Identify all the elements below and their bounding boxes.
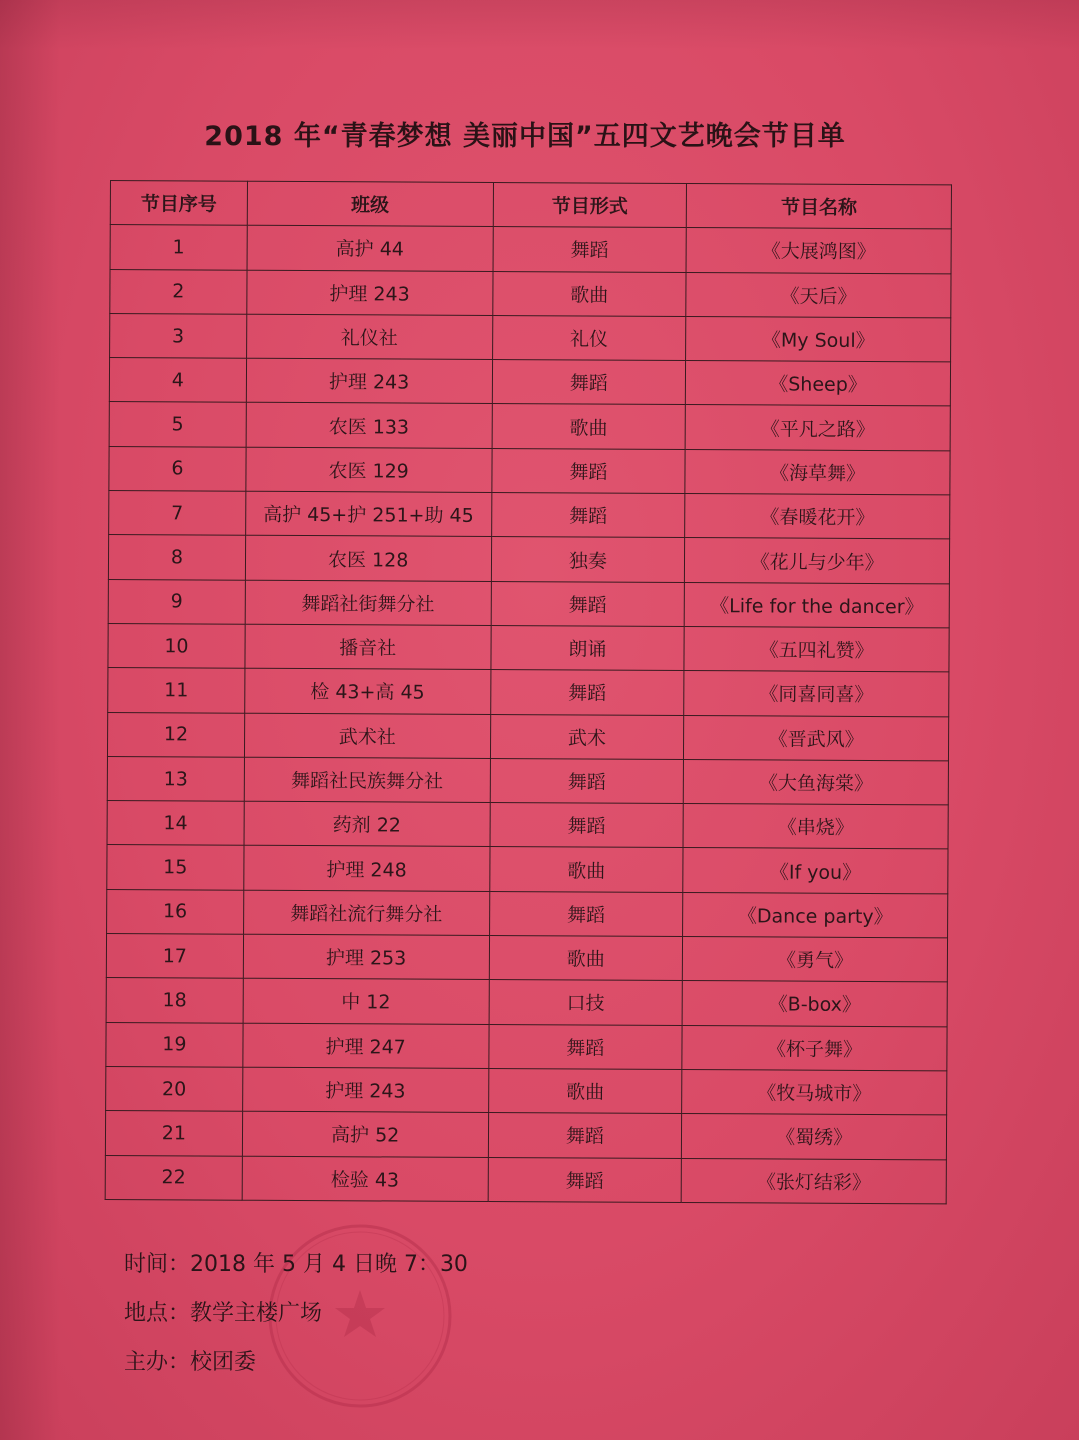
cell-program-type: 舞蹈 (490, 670, 684, 715)
cell-program-name: 《花儿与少年》 (685, 538, 950, 584)
table-row (106, 934, 947, 983)
cell-program-number: 8 (108, 535, 245, 580)
cell-program-number: 13 (107, 756, 244, 801)
cell-class: 护理 243 (242, 1067, 488, 1113)
table-row (105, 1111, 946, 1160)
cell-program-type: 舞蹈 (493, 227, 687, 272)
cell-class: 武术社 (244, 713, 490, 759)
table-row (110, 225, 951, 274)
cell-class: 检验 43 (242, 1156, 488, 1202)
cell-program-type: 歌曲 (489, 847, 683, 892)
cell-program-number: 12 (107, 712, 244, 757)
cell-class: 舞蹈社流行舞分社 (243, 890, 489, 936)
cell-program-number: 2 (110, 269, 247, 314)
cell-program-name: 《大展鸿图》 (686, 228, 951, 274)
cell-program-number: 4 (109, 358, 246, 403)
cell-program-name: 《牧马城市》 (682, 1069, 947, 1115)
table-header-row (110, 181, 951, 230)
cell-program-name: 《同喜同喜》 (684, 671, 949, 717)
cell-program-number: 16 (107, 889, 244, 934)
cell-program-number: 3 (110, 313, 247, 358)
cell-program-name: 《大鱼海棠》 (683, 759, 948, 805)
cell-class: 舞蹈社街舞分社 (245, 580, 491, 626)
cell-program-name: 《张灯结彩》 (681, 1158, 946, 1204)
header-program-type: 节目形式 (493, 183, 687, 228)
cell-program-number: 9 (108, 579, 245, 624)
table-row (110, 269, 951, 318)
event-info (124, 1240, 468, 1387)
cell-program-name: 《串烧》 (683, 804, 948, 850)
cell-program-type: 朗诵 (490, 625, 684, 670)
table-row (108, 623, 949, 672)
cell-class: 护理 243 (247, 270, 493, 316)
cell-program-type: 舞蹈 (490, 803, 684, 848)
event-host: 主办：校团委 (124, 1350, 257, 1375)
event-place: 地点：教学主楼广场 (124, 1301, 323, 1326)
cell-program-type: 歌曲 (492, 404, 686, 449)
header-class: 班级 (247, 181, 493, 227)
cell-program-name: 《Life for the dancer》 (684, 582, 949, 628)
cell-program-type: 礼仪 (492, 315, 686, 360)
cell-class: 农医 133 (246, 403, 492, 449)
cell-class: 高护 44 (247, 226, 493, 272)
header-program-name: 节目名称 (687, 184, 952, 230)
cell-program-name: 《勇气》 (683, 937, 948, 983)
cell-class: 高护 45+护 251+助 45 (245, 491, 491, 537)
cell-program-name: 《My Soul》 (686, 316, 951, 362)
cell-program-type: 舞蹈 (488, 1157, 682, 1202)
cell-program-type: 舞蹈 (491, 581, 685, 626)
cell-class: 中 12 (243, 979, 489, 1025)
cell-program-type: 舞蹈 (491, 493, 685, 538)
cell-class: 药剂 22 (244, 801, 490, 847)
cell-class: 高护 52 (242, 1111, 488, 1157)
cell-program-type: 武术 (490, 714, 684, 759)
cell-program-number: 17 (106, 934, 243, 979)
cell-program-number: 22 (105, 1155, 242, 1200)
table-row (108, 668, 949, 717)
cell-program-number: 19 (106, 1022, 243, 1067)
table-row (105, 1155, 946, 1204)
cell-program-type: 舞蹈 (492, 360, 686, 405)
cell-class: 礼仪社 (246, 314, 492, 360)
cell-program-name: 《Sheep》 (686, 361, 951, 407)
table-row (108, 579, 949, 628)
cell-program-type: 歌曲 (488, 1068, 682, 1113)
cell-program-number: 20 (106, 1066, 243, 1111)
cell-class: 检 43+高 45 (245, 668, 491, 714)
cell-program-number: 7 (109, 491, 246, 536)
cell-program-number: 10 (108, 623, 245, 668)
cell-class: 农医 129 (246, 447, 492, 493)
table-row (107, 712, 948, 761)
cell-program-name: 《Dance party》 (683, 892, 948, 938)
cell-class: 护理 253 (243, 934, 489, 980)
table-row (109, 358, 950, 407)
cell-class: 舞蹈社民族舞分社 (244, 757, 490, 803)
cell-class: 农医 128 (245, 536, 491, 582)
cell-program-name: 《天后》 (686, 272, 951, 318)
table-row (106, 1066, 947, 1115)
cell-program-name: 《五四礼赞》 (684, 626, 949, 672)
page-shadow-left (0, 0, 60, 1440)
table-row (109, 491, 950, 540)
cell-program-name: 《平凡之路》 (685, 405, 950, 451)
table-row (107, 889, 948, 938)
cell-program-type: 独奏 (491, 537, 685, 582)
cell-program-type: 舞蹈 (491, 448, 685, 493)
cell-program-type: 歌曲 (489, 936, 683, 981)
cell-program-number: 11 (108, 668, 245, 713)
cell-program-name: 《春暖花开》 (685, 494, 950, 540)
cell-program-type: 舞蹈 (488, 1024, 682, 1069)
table-body (105, 225, 951, 1204)
cell-program-type: 歌曲 (492, 271, 686, 316)
table-row (108, 535, 949, 584)
program-table (105, 180, 952, 1204)
table-row (109, 402, 950, 451)
page-title: 2018 年“青春梦想 美丽中国”五四文艺晚会节目单 (204, 121, 846, 152)
cell-program-type: 口技 (489, 980, 683, 1025)
table-row (106, 1022, 947, 1071)
table-row (109, 446, 950, 495)
cell-program-number: 5 (109, 402, 246, 447)
cell-program-type: 舞蹈 (489, 891, 683, 936)
cell-class: 护理 247 (243, 1023, 489, 1069)
cell-program-number: 6 (109, 446, 246, 491)
cell-program-number: 15 (107, 845, 244, 890)
table-row (110, 313, 951, 362)
cell-class: 护理 248 (244, 846, 490, 892)
cell-program-name: 《If you》 (683, 848, 948, 894)
cell-program-number: 1 (110, 225, 247, 270)
cell-program-type: 舞蹈 (490, 758, 684, 803)
cell-program-name: 《蜀绣》 (682, 1114, 947, 1160)
table-row (107, 845, 948, 894)
table-row (107, 801, 948, 850)
cell-program-name: 《晋武风》 (684, 715, 949, 761)
cell-program-name: 《海草舞》 (685, 449, 950, 495)
cell-program-number: 18 (106, 978, 243, 1023)
header-program-number: 节目序号 (110, 181, 247, 226)
cell-program-number: 21 (105, 1111, 242, 1156)
table-row (106, 978, 947, 1027)
cell-class: 护理 243 (246, 358, 492, 404)
table-row (107, 756, 948, 805)
page-shadow-top (0, 0, 1079, 50)
cell-program-number: 14 (107, 801, 244, 846)
cell-program-type: 舞蹈 (488, 1113, 682, 1158)
cell-class: 播音社 (245, 624, 491, 670)
cell-program-name: 《B-box》 (682, 981, 947, 1027)
event-time: 时间：2018 年 5 月 4 日晚 7：30 (124, 1252, 468, 1277)
cell-program-name: 《杯子舞》 (682, 1025, 947, 1071)
